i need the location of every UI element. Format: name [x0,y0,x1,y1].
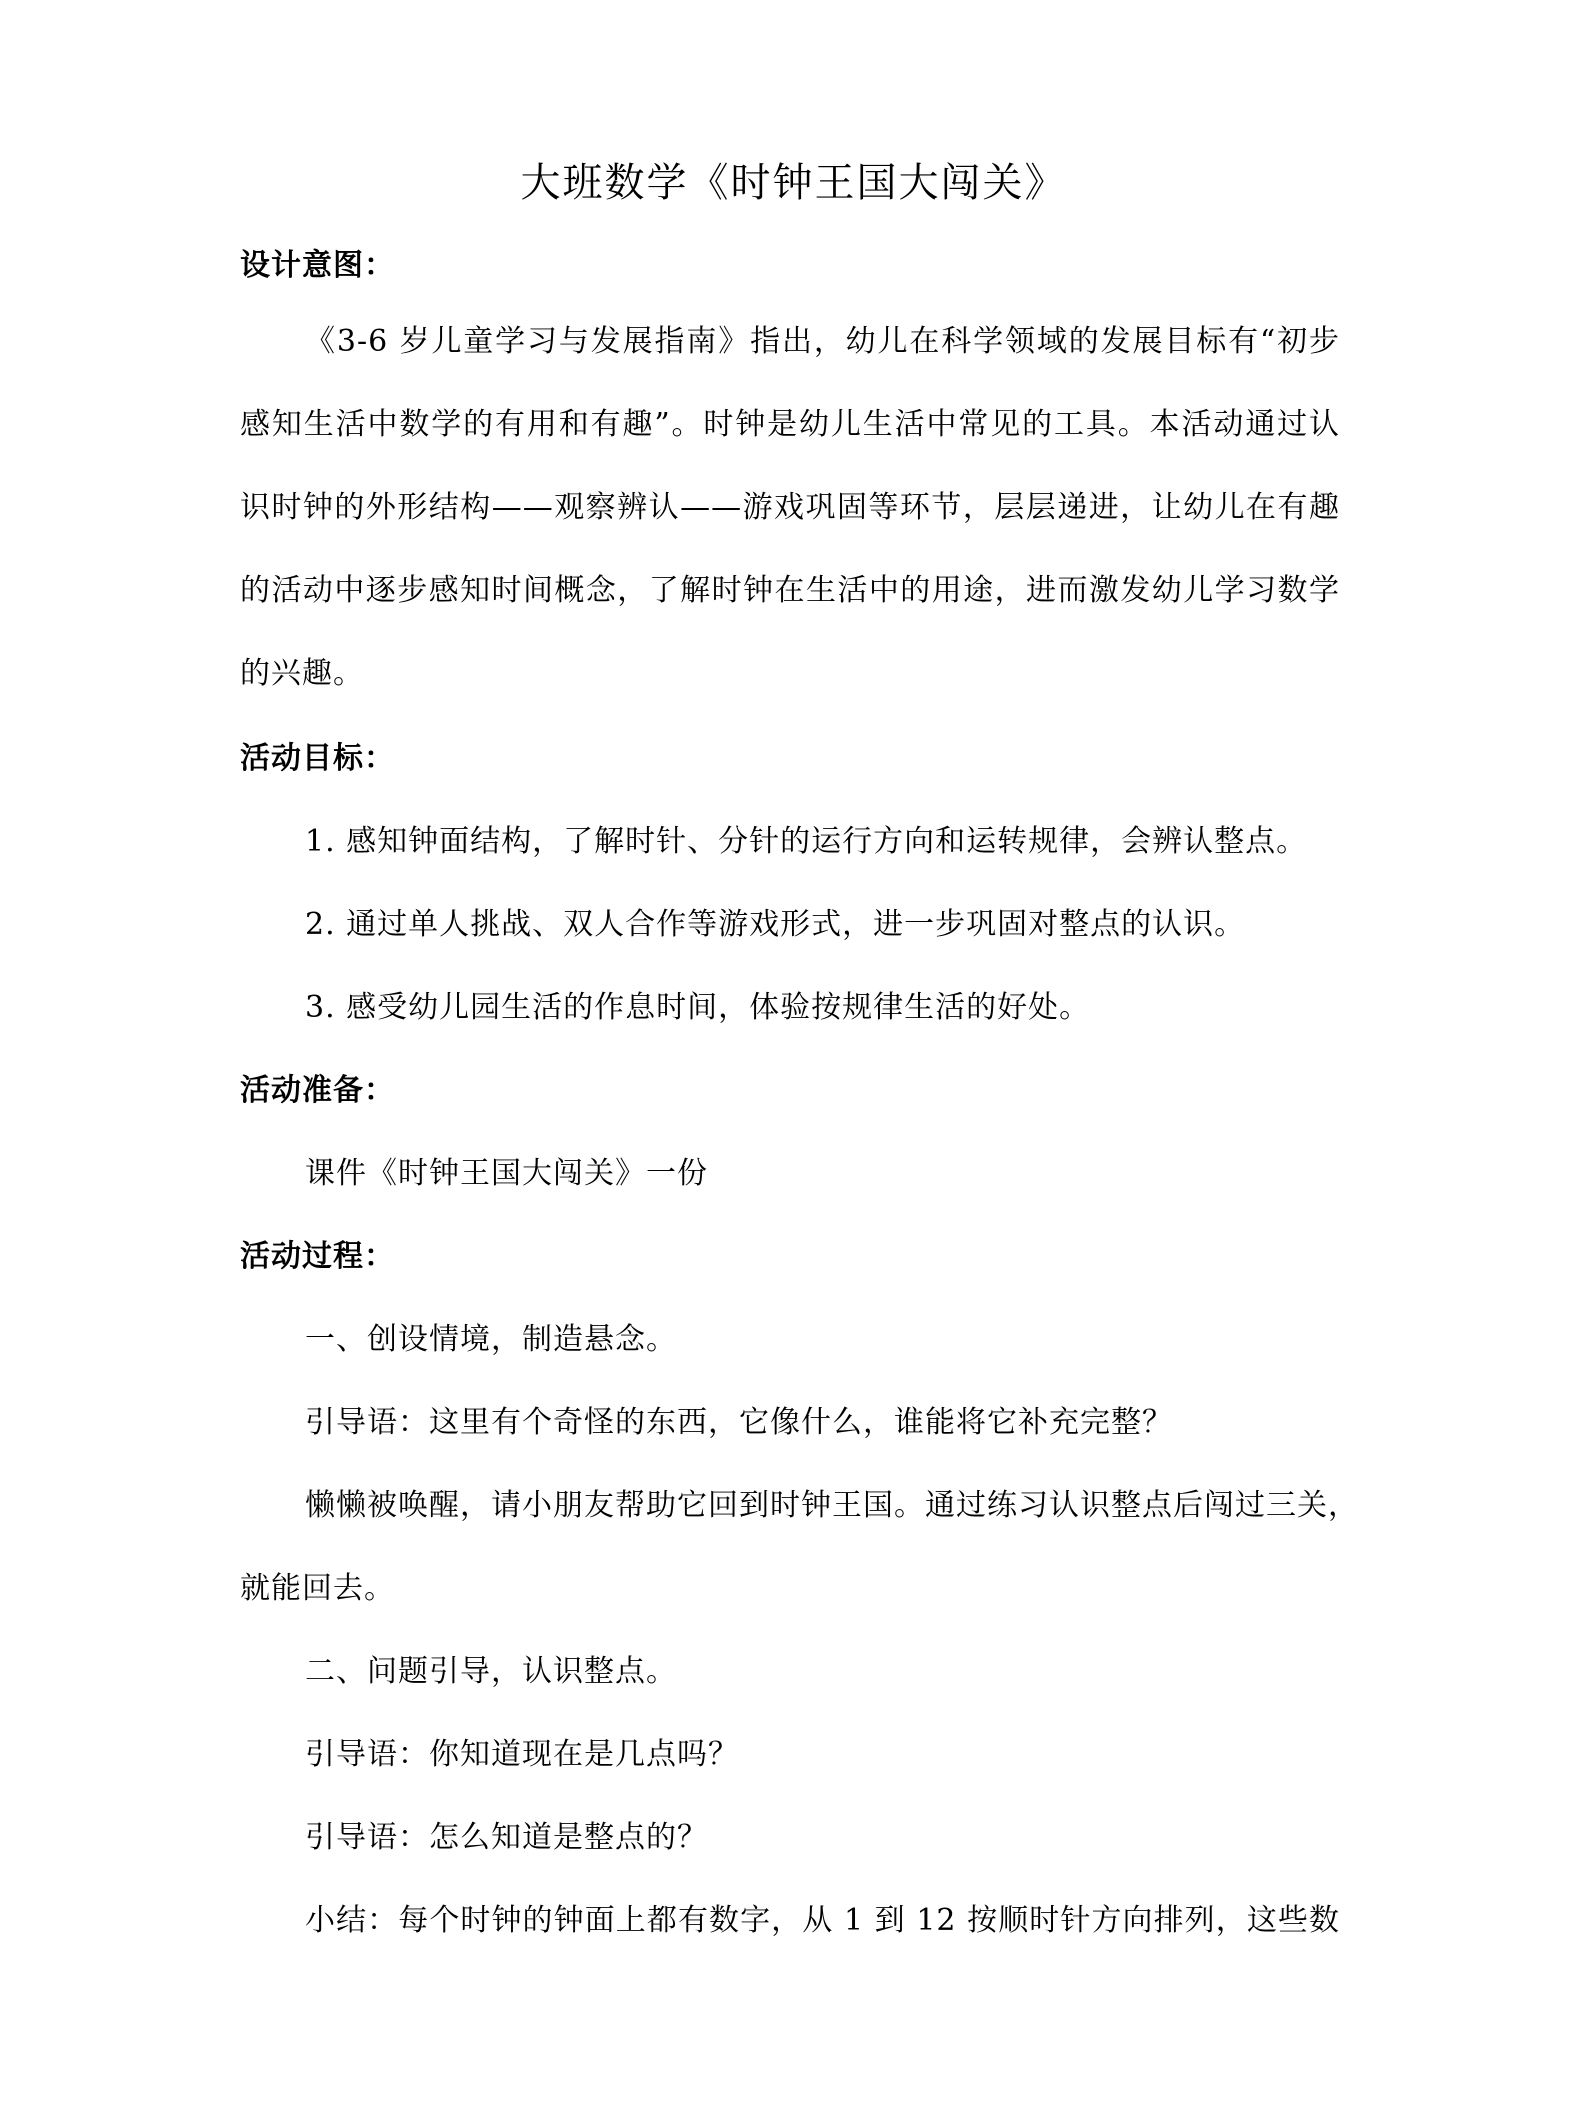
section-heading-preparation: 活动准备： [240,1073,395,1108]
process-line: 小结：每个时钟的钟面上都有数字，从 1 到 12 按顺时针方向排列，这些数 [305,1903,1340,1938]
process-line: 懒懒被唤醒，请小朋友帮助它回到时钟王国。通过练习认识整点后闯过三关， [305,1488,1359,1523]
goal-item: 3. 感受幼儿园生活的作息时间，体验按规律生活的好处。 [305,990,1091,1025]
paragraph-line: 感知生活中数学的有用和有趣”。时钟是幼儿生活中常见的工具。本活动通过认 [240,407,1340,442]
process-step-heading: 一、创设情境，制造悬念。 [305,1322,677,1357]
paragraph-line: 的活动中逐步感知时间概念，了解时钟在生活中的用途，进而激发幼儿学习数学 [240,573,1340,608]
process-line: 引导语：怎么知道是整点的？ [305,1820,708,1855]
goal-item: 1. 感知钟面结构，了解时针、分针的运行方向和运转规律，会辨认整点。 [305,824,1308,859]
process-line: 就能回去。 [240,1571,395,1606]
section-heading-goals: 活动目标： [240,741,395,776]
paragraph-line: 《3-6 岁儿童学习与发展指南》指出，幼儿在科学领域的发展目标有“初步 [305,324,1340,359]
process-line: 引导语：你知道现在是几点吗？ [305,1737,739,1772]
section-heading-process: 活动过程： [240,1239,395,1274]
preparation-content: 课件《时钟王国大闯关》一份 [305,1156,708,1191]
goal-item: 2. 通过单人挑战、双人合作等游戏形式，进一步巩固对整点的认识。 [305,907,1246,942]
paragraph-line: 识时钟的外形结构——观察辨认——游戏巩固等环节，层层递进，让幼儿在有趣 [240,490,1340,525]
document-title: 大班数学《时钟王国大闯关》 [520,160,1067,206]
section-heading-design-intent: 设计意图： [240,248,395,283]
process-line: 引导语：这里有个奇怪的东西，它像什么，谁能将它补充完整？ [305,1405,1173,1440]
paragraph-line: 的兴趣。 [240,656,364,691]
process-step-heading: 二、问题引导，认识整点。 [305,1654,677,1689]
